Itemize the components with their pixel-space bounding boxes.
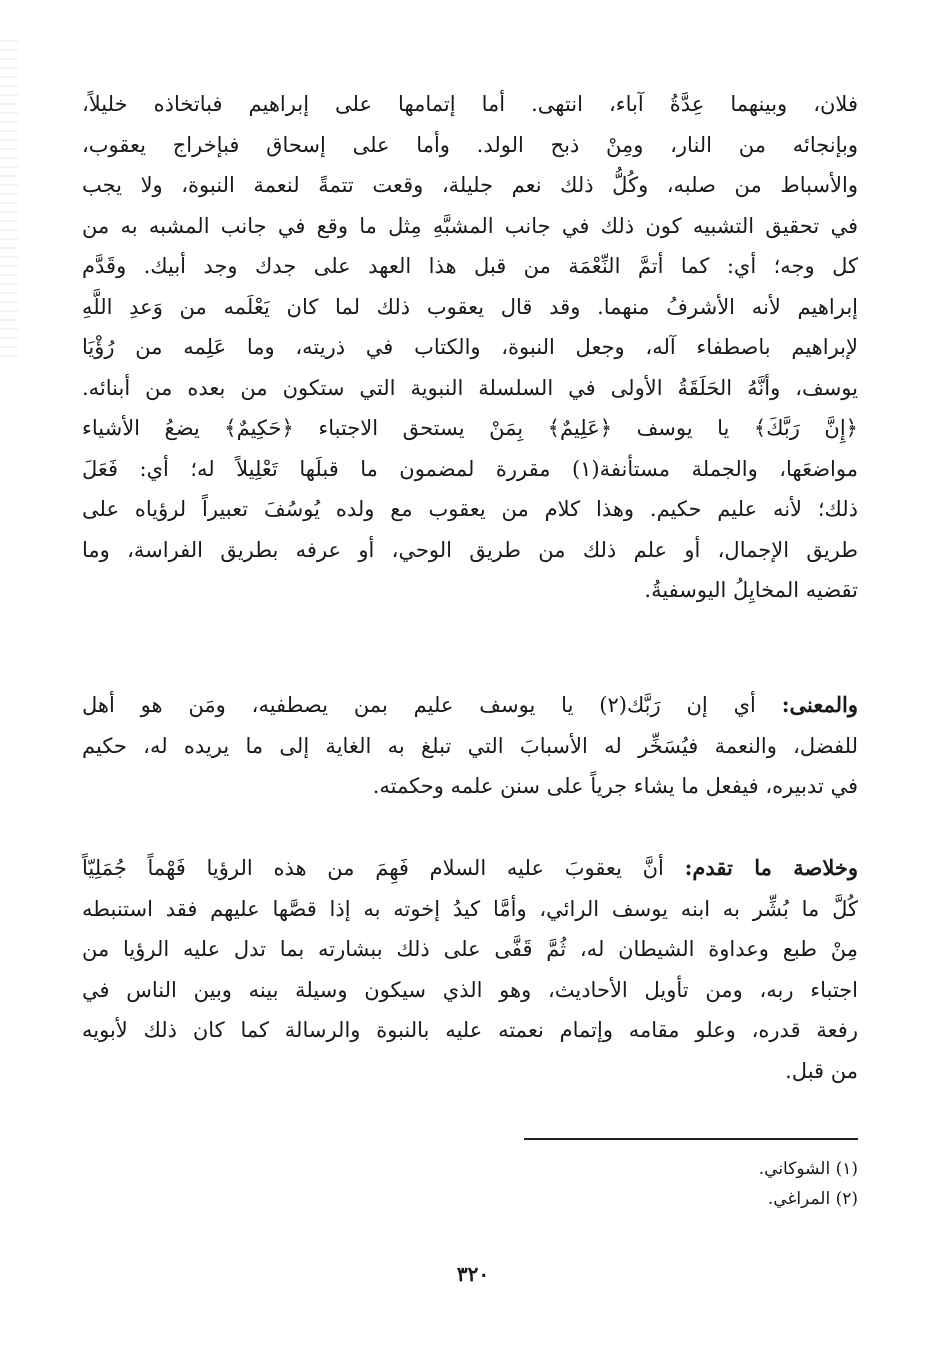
- paragraph-lead: والمعنى:: [781, 692, 858, 717]
- text-line: ذلك؛ لأنه عليم حكيم. وهذا كلام من يعقوب مع ولده يُوسُفَ تعبيراً لرؤياه على: [82, 497, 858, 521]
- footnote-item: (١) الشوكاني.: [758, 1159, 858, 1179]
- text-line: فلان، وبينهما عِدَّةُ آباء، انتهى. أما إتمامها على إبراهيم فباتخاذه خليلاً،: [82, 92, 858, 116]
- paragraph-2: [82, 685, 858, 807]
- text-span: أي إن رَبَّك(٢) يا يوسف عليم بمن يصطفيه، ومَن هو أهل: [82, 693, 782, 717]
- text-line: لإبراهيم باصطفاء آله، وجعل النبوة، والكتاب في ذريته، وما عَلِمه من رُؤْيَا: [82, 335, 858, 359]
- footnote-divider: [524, 1138, 858, 1140]
- text-line: كل وجه؛ أي: كما أتمَّ النِّعْمَة من قبل هذا العهد على جدك وجد أبيك. وقَدَّم: [82, 254, 858, 278]
- text-line: [82, 685, 858, 726]
- paragraph-lead: وخلاصة ما تقدم:: [684, 855, 858, 880]
- footnotes: [520, 1154, 858, 1214]
- text-line: وبإنجائه من النار، ومِنْ ذبح الولد. وأما على إسحاق فبإخراج يعقوب،: [82, 132, 858, 157]
- scan-edge-artifact: [0, 40, 18, 360]
- text-line: في تحقيق التشبيه كون ذلك في جانب المشبَّهِ مِثل ما وقع في جانب المشبه به من: [82, 213, 858, 238]
- text-line: والأسباط من صلبه، وكُلُّ ذلك نعم جليلة، وقعت تتمةً لنعمة النبوة، ولا يجب: [82, 173, 858, 197]
- text-line: ﴿إِنَّ رَبَّكَ﴾ يا يوسف ﴿عَلِيمٌ﴾ بِمَنْ يستحق الاجتباء ﴿حَكِيمٌ﴾ يضعُ الأشياء: [82, 416, 858, 440]
- text-line: اجتباء ربه، ومن تأويل الأحاديث، وهو الذي سيكون وسيلة بينه وبين الناس في: [82, 977, 858, 1002]
- text-line: [82, 848, 858, 889]
- text-line: في تدبيره، فيفعل ما يشاء جرياً على سنن علمه وحكمته.: [372, 774, 858, 798]
- text-line: رفعة قدره، وعلو مقامه وإتمام نعمته عليه بالنبوة والرسالة كما كان ذلك لأبويه: [82, 1018, 858, 1042]
- text-line: للفضل، والنعمة فيُسَخِّر له الأسبابَ التي تبلغ به الغاية إلى ما يريده له، حكيم: [82, 733, 858, 758]
- footnote-item: (٢) المراغي.: [767, 1189, 858, 1209]
- text-line: مواضعَها، والجملة مستأنفة(١) مقررة لمضمون ما قبلَها تَعْلِيلاً له؛ أي: فَعَلَ: [82, 456, 858, 481]
- paragraph-3: [82, 848, 858, 1091]
- text-span: أنَّ يعقوبَ عليه السلام فَهِمَ من هذه الرؤيا فَهْماً جُمَلِيّاً: [82, 856, 685, 880]
- text-line: تقضيه المخايِلُ اليوسفيةُ.: [644, 578, 858, 602]
- paragraph-1: [82, 84, 858, 611]
- text-line: طريق الإجمال، أو علم ذلك من طريق الوحي، أو عرفه بطريق الفراسة، وما: [82, 537, 858, 562]
- text-line: يوسف، وأنَّهُ الحَلَقَةُ الأولى في السلسلة النبوية التي ستكون من بعده من أبنائه.: [82, 375, 858, 400]
- page-number: ٣٢٠: [456, 1262, 490, 1286]
- text-line: إبراهيم لأنه الأشرفُ منهما. وقد قال يعقوب ذلك لما كان يَعْلَمه من وَعدِ اللَّهِ: [82, 294, 858, 319]
- text-line: مِنْ طبع وعداوة الشيطان له، ثُمَّ قَفَّى على ذلك ببشارته بما تدل عليه الرؤيا من: [82, 937, 858, 961]
- text-line: من قبل.: [785, 1058, 858, 1083]
- text-line: كُلَّ ما بُشِّر به ابنه يوسف الرائي، وأمَّا كيدُ إخوته به إذا قصَّها عليهم فقد استنبطه: [82, 896, 858, 921]
